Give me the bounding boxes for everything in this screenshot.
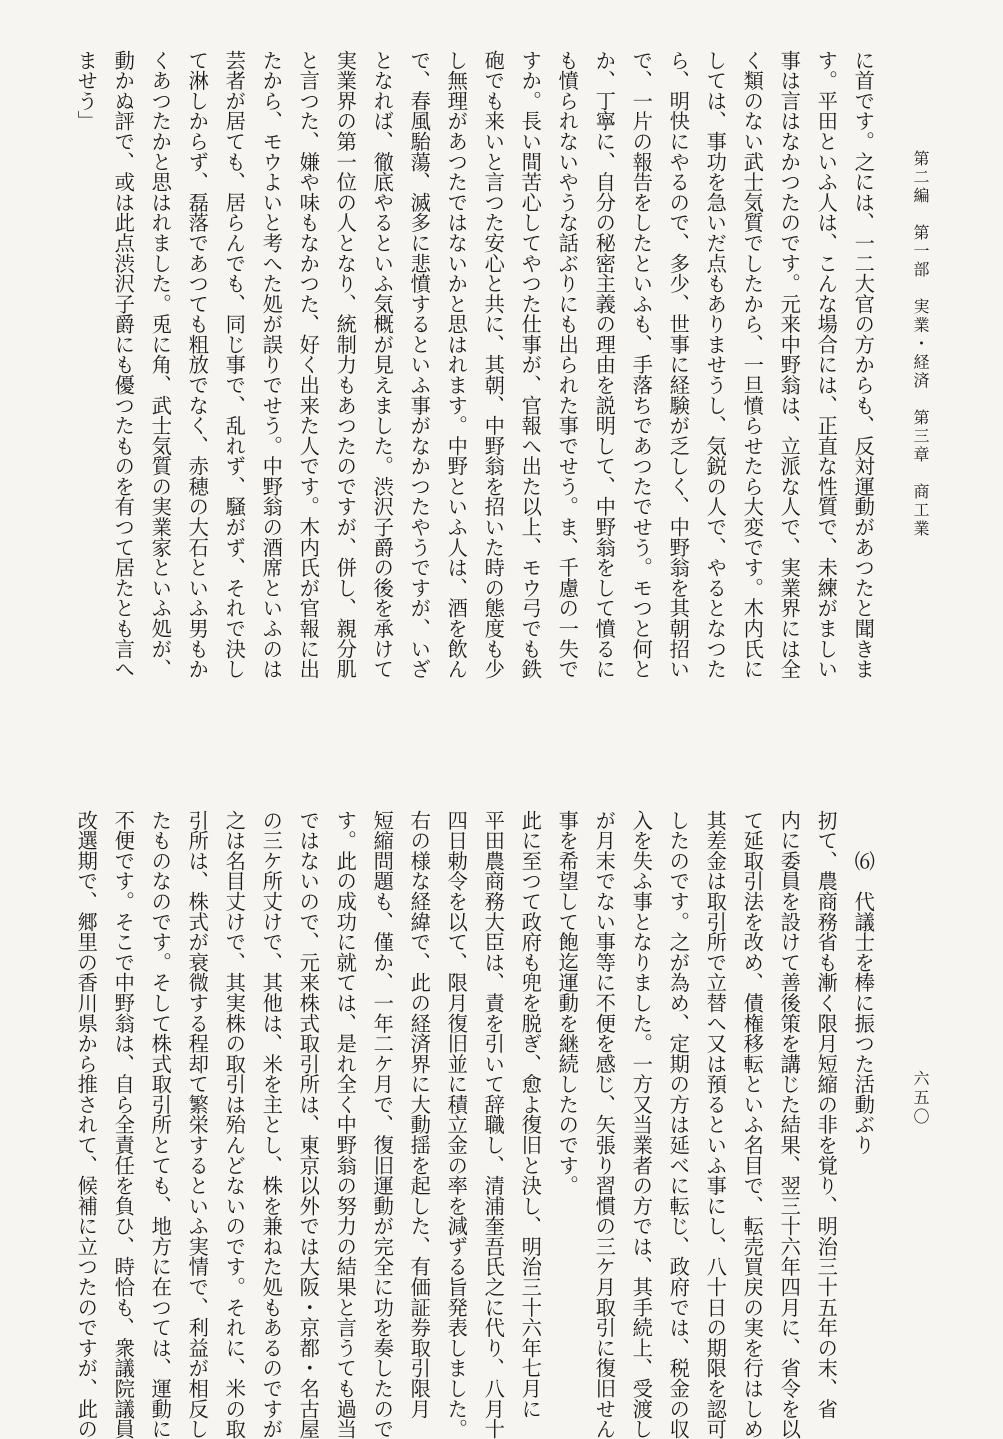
text-line: 其差金は取引所で立替へ又は預るといふ事にし、八十日の期限を認可 bbox=[703, 810, 728, 1439]
text-line: と言つた、嫌や味もなかつた、好く出来た人です。木内氏が官報に出 bbox=[296, 50, 321, 679]
text-line: 改選期で、郷里の香川県から推されて、候補に立つたのですが、此の bbox=[74, 810, 99, 1439]
section-heading: ⑹ 代議士を棒に振つた活動ぶり bbox=[851, 810, 876, 1155]
text-line: 事を希望して飽迄運動を継続したのです。 bbox=[555, 810, 580, 1196]
text-line: て延取引法を改め、債権移転といふ名目で、転売買戻の実を行はしめ bbox=[740, 810, 765, 1439]
text-line: しては、事功を急いだ点もありませうし、気鋭の人で、やるとなつた bbox=[703, 50, 728, 679]
text-line: 実業界の第一位の人となり、統制力もあつたのですが、併し、親分肌 bbox=[333, 50, 358, 679]
text-line: す。此の成功に就ては、是れ全く中野翁の努力の結果と言うても過当 bbox=[333, 810, 358, 1439]
text-line: 動かぬ評で、或は此点渋沢子爵にも優つたものを有つて居たとも言へ bbox=[111, 50, 136, 679]
text-line: に首です。之には、一二大官の方からも、反対運動があつたと聞きま bbox=[851, 50, 876, 679]
text-line: で、春風駘蕩、滅多に悲憤するといふ事がなかつたやうですが、いざ bbox=[407, 50, 432, 679]
text-line: 右の様な経緯で、此の経済界に大動揺を起した、有価証券取引限月 bbox=[407, 810, 432, 1419]
text-line: ませう」 bbox=[74, 50, 99, 132]
text-line: 短縮問題も、僅か、一年二ケ月で、復旧運動が完全に功を奏したので bbox=[370, 810, 395, 1439]
text-line: 砲でも来いと言つた安心と共に、其朝、中野翁を招いた時の態度も少 bbox=[481, 50, 506, 679]
text-line: が月末でない事等に不便を感じ、矢張り習慣の三ケ月取引に復旧せん bbox=[592, 810, 617, 1439]
text-line: も憤られないやうな話ぶりにも出られた事でせう。ま、千慮の一失で bbox=[555, 50, 580, 679]
text-line: の三ケ所丈けで、其他は、米を主とし、株を兼ねた処もあるのですが bbox=[259, 810, 284, 1439]
text-line: したのです。之が為め、定期の方は延べに転じ、政府では、税金の収 bbox=[666, 810, 691, 1439]
running-head: 第二編 第一部 実業・経済 第三章 商工業 bbox=[911, 150, 930, 539]
text-line: 之は名目丈けで、其実株の取引は殆んどないのです。それに、米の取 bbox=[222, 810, 247, 1439]
text-line: 芸者が居ても、居らんでも、同じ事で、乱れず、騒がず、それで決し bbox=[222, 50, 247, 679]
text-line: たものなのです。そして株式取引所とても、地方に在つては、運動に bbox=[148, 810, 173, 1439]
text-line: 此に至つて政府も兜を脱ぎ、愈よ復旧と決し、明治三十六年七月に bbox=[518, 810, 543, 1419]
text-line: となれば、徹底やるといふ気概が見えました。渋沢子爵の後を承けて bbox=[370, 50, 395, 679]
text-line: く類のない武士気質でしたから、一旦憤らせたら大変です。木内氏に bbox=[740, 50, 765, 679]
text-line: ではないので、元来株式取引所は、東京以外では大阪・京都・名古屋 bbox=[296, 810, 321, 1439]
text-line: 四日勅令を以て、限月復旧並に積立金の率を減ずる旨発表しました。 bbox=[444, 810, 469, 1439]
text-line: ら、明快にやるので、多少、世事に経験が乏しく、中野翁を其朝招い bbox=[666, 50, 691, 679]
text-line: くあつたかと思はれました。兎に角、武士気質の実業家といふ処が、 bbox=[148, 50, 173, 679]
text-line: す。平田といふ人は、こんな場合には、正直な性質で、未練がましい bbox=[814, 50, 839, 679]
text-line: 平田農商務大臣は、責を引いて辞職し、清浦奎吾氏之に代り、八月十 bbox=[481, 810, 506, 1439]
text-line: で、一片の報告をしたといふも、手落ちであつたでせう。モつと何と bbox=[629, 50, 654, 679]
text-line: 不便です。そこで中野翁は、自ら全責任を負ひ、時恰も、衆議院議員 bbox=[111, 810, 136, 1439]
text-line: て淋しからず、磊落であつても粗放でなく、赤穂の大石といふ男もか bbox=[185, 50, 210, 679]
page-number: 六五〇 bbox=[911, 1070, 930, 1127]
text-line: 引所は、株式が衰微する程却て繁栄するといふ実情で、利益が相反し bbox=[185, 810, 210, 1439]
text-line: 入を失ふ事となりました。一方又当業者の方では、其手続上、受渡し bbox=[629, 810, 654, 1439]
text-line: 事は言はなかつたのです。元来中野翁は、立派な人で、実業界には全 bbox=[777, 50, 802, 679]
text-line: し無理があつたではないかと思はれます。中野といふ人は、酒を飲ん bbox=[444, 50, 469, 679]
text-line: たから、モウよいと考へた処が誤りでせう。中野翁の酒席といふのは bbox=[259, 50, 284, 679]
text-line: か、丁寧に、自分の秘密主義の理由を説明して、中野翁をして憤るに bbox=[592, 50, 617, 679]
text-line: すか。長い間苦心してやつた仕事が、官報へ出た以上、モウ弓でも鉄 bbox=[518, 50, 543, 679]
text-line: 内に委員を設けて善後策を講じた結果、翌三十六年四月に、省令を以 bbox=[777, 810, 802, 1439]
text-line: 扨て、農商務省も漸く限月短縮の非を覚り、明治三十五年の末、省 bbox=[814, 810, 839, 1419]
